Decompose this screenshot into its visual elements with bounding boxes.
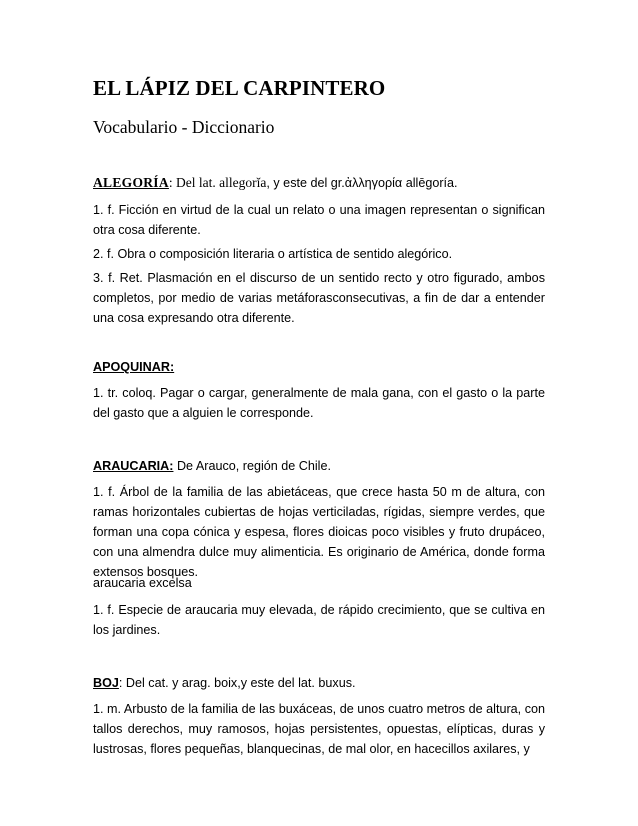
entry-araucaria-header	[93, 456, 545, 476]
entry-definition: 3. f. Ret. Plasmación en el discurso de un sentido recto y otro figurado, ambos completos, por medio de varias metáforasconsecutivas, a fin de dar a entender una cosa expresando otra diferente.	[93, 271, 545, 325]
entry-term: ALEGORÍA	[93, 175, 169, 190]
entry-etymology: : Del lat. allegorĭa	[168, 175, 267, 190]
entry-etymology: De Arauco, región de Chile.	[173, 459, 331, 473]
entry-definition: 1. f. Árbol de la familia de las abietáceas, que crece hasta 50 m de altura, con ramas horizontales cubiertas de hojas verticiladas, rígidas, siempre verdes, que forman una copa cónica y espesa, flores dioicas poco visibles y fruto drupáceo, con una almendra dulce muy alimenticia. Es originario de América, donde forma extensos bosques.	[93, 485, 545, 579]
entry-alegoria-header	[93, 173, 545, 193]
entry-subterm: araucaria excelsa	[93, 576, 192, 590]
entry-etymology: : Del cat. y arag. boix,y este del lat. buxus.	[118, 676, 356, 690]
entry-definition: 1. m. Arbusto de la familia de las buxáceas, de unos cuatro metros de altura, con tallos derechos, muy ramosos, hojas persistentes, opuestas, elípticas, duras y lustrosas, flores pequeñas, blanquecinas, de mal olor, en hacecillos axilares, y	[93, 702, 545, 756]
entry-term: APOQUINAR:	[93, 360, 175, 374]
entry-definition: 1. f. Especie de araucaria muy elevada, de rápido crecimiento, que se cultiva en los jardines.	[93, 603, 545, 637]
entry-apoquinar-header	[93, 357, 545, 377]
entry-boj-header	[93, 673, 545, 693]
entry-term: ARAUCARIA:	[93, 459, 174, 473]
document-subtitle: Vocabulario - Diccionario	[93, 117, 275, 137]
entry-definition: 1. tr. coloq. Pagar o cargar, generalmente de mala gana, con el gasto o la parte del gasto que a alguien le corresponde.	[93, 386, 545, 420]
entry-definition: 1. f. Ficción en virtud de la cual un relato o una imagen representan o significan otra cosa diferente.	[93, 203, 545, 237]
entry-definition: 2. f. Obra o composición literaria o artística de sentido alegórico.	[93, 247, 453, 261]
entry-etymology-continued: , y este del gr.ἀλληγορία allēgoría.	[266, 176, 458, 190]
entry-term: BOJ	[93, 676, 119, 690]
document-title: EL LÁPIZ DEL CARPINTERO	[93, 76, 386, 100]
